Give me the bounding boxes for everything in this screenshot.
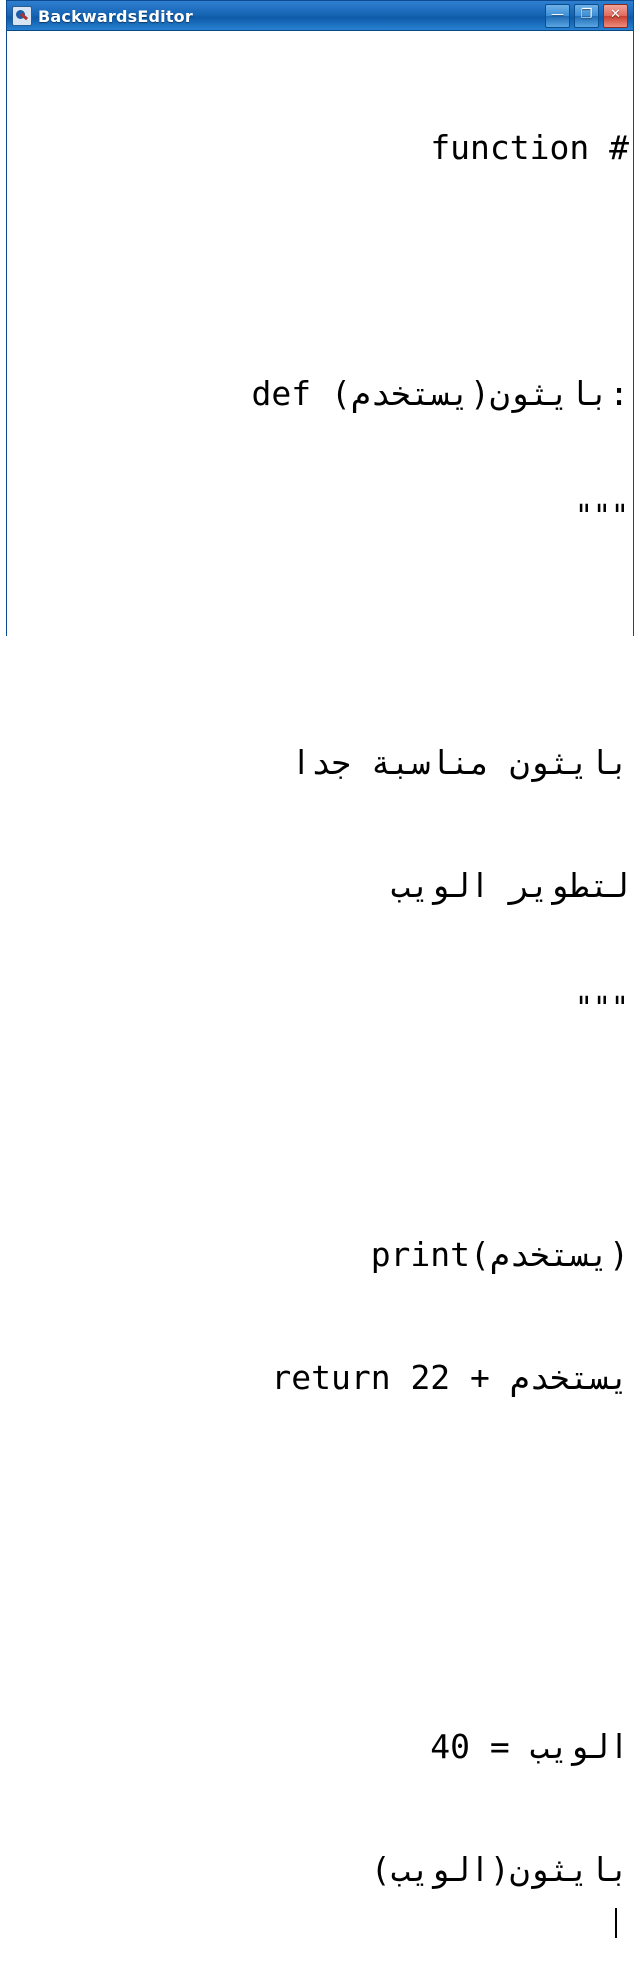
close-button[interactable]	[603, 4, 628, 28]
code-line: """	[574, 499, 629, 534]
code-line: بايثون(الويب)	[370, 1850, 629, 1889]
close-icon: ✕	[610, 7, 621, 22]
code-editor-area[interactable]	[7, 31, 633, 1982]
maximize-icon: ❐	[580, 7, 593, 22]
window-titlebar[interactable]	[7, 1, 633, 31]
code-line: print(يستخدم)	[370, 1235, 629, 1274]
code-line: """	[574, 991, 629, 1026]
minimize-icon: —	[551, 7, 564, 22]
code-line: def بايثون(يستخدم):	[251, 374, 629, 413]
minimize-button[interactable]	[545, 4, 570, 28]
code-line	[17, 619, 629, 660]
code-line	[17, 1603, 629, 1644]
code-text[interactable]	[7, 31, 633, 1982]
desktop-bottom-margin	[0, 1978, 640, 1982]
code-line: لتطوير الويب	[390, 866, 629, 905]
window-title: BackwardsEditor	[38, 6, 193, 26]
maximize-button[interactable]	[574, 4, 599, 28]
code-line	[17, 1111, 629, 1152]
app-icon	[12, 6, 32, 26]
code-line	[17, 250, 629, 291]
code-line: return يستخدم + 22	[271, 1358, 629, 1397]
code-line	[17, 1480, 629, 1521]
code-line: function #	[430, 128, 629, 167]
code-line: بايثون مناسبة جدا	[291, 743, 629, 782]
text-caret	[615, 1908, 617, 1938]
backwards-editor-window	[6, 0, 634, 1889]
code-line: الويب = 40	[430, 1727, 629, 1766]
window-controls	[545, 4, 630, 28]
